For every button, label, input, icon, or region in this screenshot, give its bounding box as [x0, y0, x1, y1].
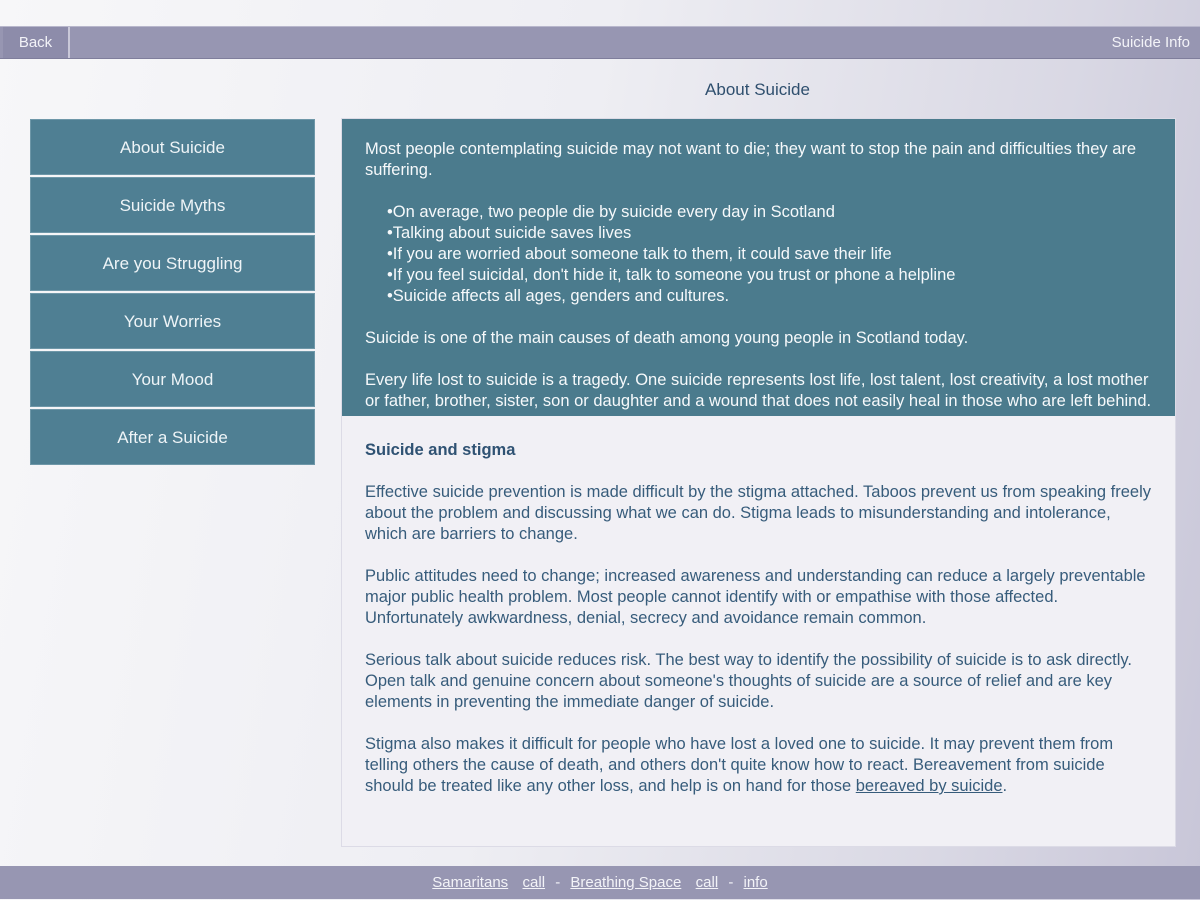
bereaved-by-suicide-link[interactable]: bereaved by suicide: [855, 777, 1003, 795]
app-title: Suicide Info: [1111, 34, 1190, 51]
paragraph-text: Stigma also makes it difficult for people who have lost a loved one to suicide. It may prevent them from telling others the cause of death, and others don't quite know how to react. Bereavement from suicide should be treated like any other loss, and help is on hand for those: [365, 735, 1114, 795]
sidebar-item-after-a-suicide[interactable]: After a Suicide: [30, 409, 315, 465]
list-item: • Talking about suicide saves lives: [387, 223, 1152, 244]
separator: -: [555, 874, 561, 891]
sidebar-item-about-suicide[interactable]: About Suicide: [30, 119, 315, 175]
intro-lead: Most people contemplating suicide may not want to die; they want to stop the pain and difficulties they are suffering.: [365, 140, 1137, 179]
samaritans-call-link[interactable]: call: [522, 874, 546, 891]
breathing-space-link[interactable]: Breathing Space: [570, 874, 682, 891]
section-heading: Suicide and stigma: [365, 441, 516, 459]
stigma-section: [342, 416, 1175, 797]
page-title: About Suicide: [705, 80, 810, 99]
list-item: • Suicide affects all ages, genders and cultures.: [387, 286, 1152, 307]
samaritans-link[interactable]: Samaritans: [432, 874, 509, 891]
sidebar-nav: [30, 119, 315, 467]
content-panel[interactable]: [342, 119, 1175, 846]
list-item: • If you feel suicidal, don't hide it, talk to someone you trust or phone a helpline: [387, 265, 1152, 286]
back-button[interactable]: Back: [3, 27, 70, 58]
list-item: • If you are worried about someone talk to them, it could save their life: [387, 244, 1152, 265]
stigma-paragraph: Effective suicide prevention is made difficult by the stigma attached. Taboos prevent us from speaking freely about the problem and discussing what we can do. Stigma leads to misunderstanding and intolerance, which are barriers to change.: [365, 483, 1152, 543]
info-link[interactable]: info: [743, 874, 768, 891]
sidebar-item-suicide-myths[interactable]: Suicide Myths: [30, 177, 315, 233]
intro-paragraph: Every life lost to suicide is a tragedy. One suicide represents lost life, lost talent, lost creativity, a lost mother or father, brother, sister, son or daughter and a wound that does not easily heal in those who are left behind.: [365, 371, 1152, 410]
sidebar-item-your-worries[interactable]: Your Worries: [30, 293, 315, 349]
stigma-paragraph: Serious talk about suicide reduces risk. The best way to identify the possibility of suicide is to ask directly. Open talk and genuine concern about someone's thoughts of suicide are a source of relief and are key elements in preventing the immediate danger of suicide.: [365, 651, 1133, 711]
paragraph-end: .: [1002, 777, 1008, 795]
footer-bar: [0, 866, 1200, 899]
stigma-paragraph: Public attitudes need to change; increased awareness and understanding can reduce a largely preventable major public health problem. Most people cannot identify with or empathise with those affected. Unfortunately awkwardness, denial, secrecy and avoidance remain common.: [365, 567, 1146, 627]
separator: -: [728, 874, 734, 891]
list-item: • On average, two people die by suicide every day in Scotland: [387, 202, 1152, 223]
fact-list: [365, 202, 1152, 307]
sidebar-item-are-you-struggling[interactable]: Are you Struggling: [30, 235, 315, 291]
top-bar: [0, 26, 1200, 59]
sidebar-item-your-mood[interactable]: Your Mood: [30, 351, 315, 407]
breathing-space-call-link[interactable]: call: [695, 874, 719, 891]
stigma-paragraph: [365, 734, 1152, 797]
intro-box: [342, 119, 1175, 416]
intro-paragraph: Suicide is one of the main causes of death among young people in Scotland today.: [365, 329, 969, 347]
